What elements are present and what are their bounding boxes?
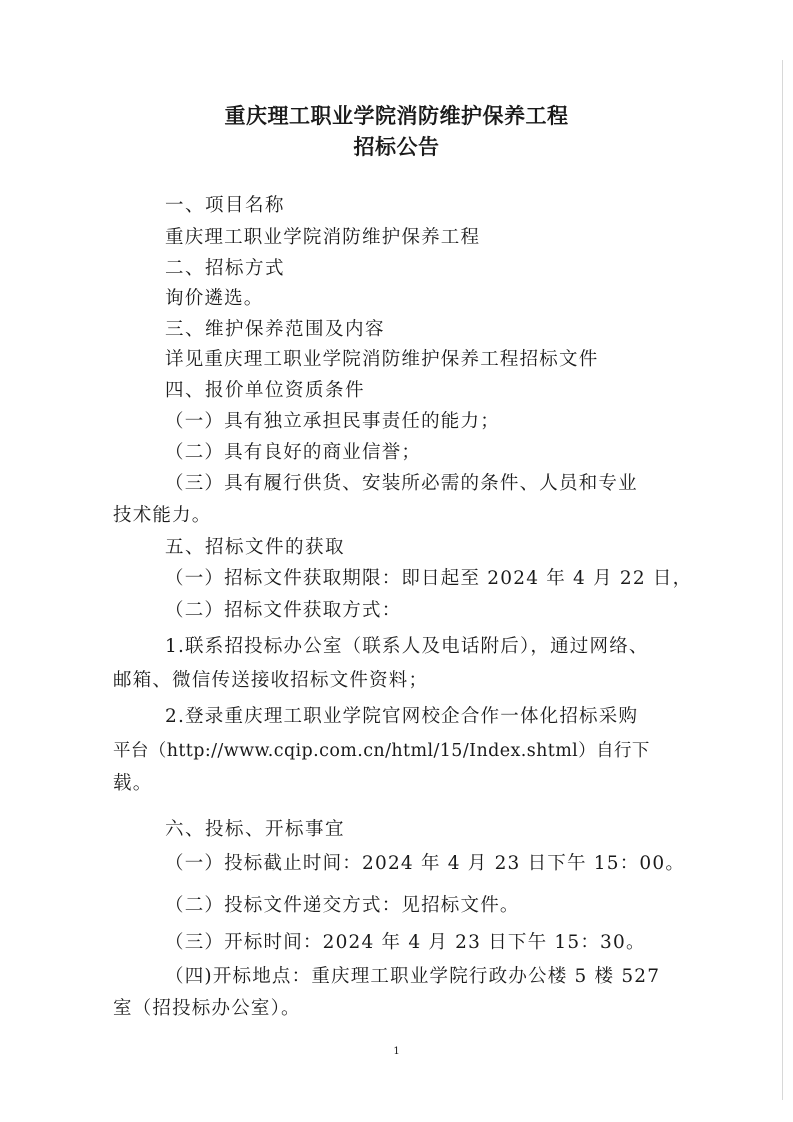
section-1-heading: 一、项目名称	[165, 195, 286, 216]
document-title-line1: 重庆理工职业学院消防维护保养工程	[224, 103, 569, 128]
section-3-heading: 三、维护保养范围及内容	[165, 319, 386, 340]
section-4-item-1: （一）具有独立承担民事责任的能力；	[165, 411, 500, 432]
section-5-item-1: （一）招标文件获取期限：即日起至 2024 年 4 月 22 日，	[165, 568, 693, 589]
section-6-item-3: （三）开标时间：2024 年 4 月 23 日下午 15：30。	[165, 932, 646, 953]
section-5-item-2-2a: 2.登录重庆理工职业学院官网校企合作一体化招标采购	[165, 706, 639, 727]
section-1-body: 重庆理工职业学院消防维护保养工程	[165, 227, 481, 248]
section-6-item-1: （一）投标截止时间：2024 年 4 月 23 日下午 15：00。	[165, 853, 686, 874]
section-2-body: 询价遴选。	[165, 288, 264, 309]
section-2-heading: 二、招标方式	[165, 258, 286, 279]
section-4-item-2: （二）具有良好的商业信誉；	[165, 442, 422, 463]
section-4-item-3a: （三）具有履行供货、安装所必需的条件、人员和专业	[165, 473, 638, 494]
section-5-item-2: （二）招标文件获取方式：	[165, 600, 402, 621]
section-5-item-2-2c: 载。	[113, 773, 153, 794]
scan-edge	[782, 60, 783, 1100]
section-6-item-2: （二）投标文件递交方式：见招标文件。	[165, 895, 520, 916]
section-6-heading: 六、投标、开标事宜	[165, 819, 346, 840]
section-5-item-2-1a: 1.联系招投标办公室（联系人及电话附后），通过网络、	[165, 636, 649, 657]
section-3-body: 详见重庆理工职业学院消防维护保养工程招标文件	[165, 349, 599, 370]
section-5-heading: 五、招标文件的获取	[165, 537, 346, 558]
section-6-item-4b: 室（招投标办公室）。	[113, 998, 301, 1019]
document-title-line2: 招标公告	[353, 134, 440, 159]
page-number: 1	[393, 1046, 400, 1057]
section-5-item-2-1b: 邮箱、微信传送接收招标文件资料；	[113, 670, 429, 691]
section-4-item-3b: 技术能力。	[113, 505, 212, 526]
section-4-heading: 四、报价单位资质条件	[165, 380, 366, 401]
section-5-item-2-2b: 平台（http://www.cqip.com.cn/html/15/Index.shtml）自行下	[113, 741, 650, 761]
section-6-item-4a: （四)开标地点：重庆理工职业学院行政办公楼 5 楼 527	[165, 966, 661, 987]
